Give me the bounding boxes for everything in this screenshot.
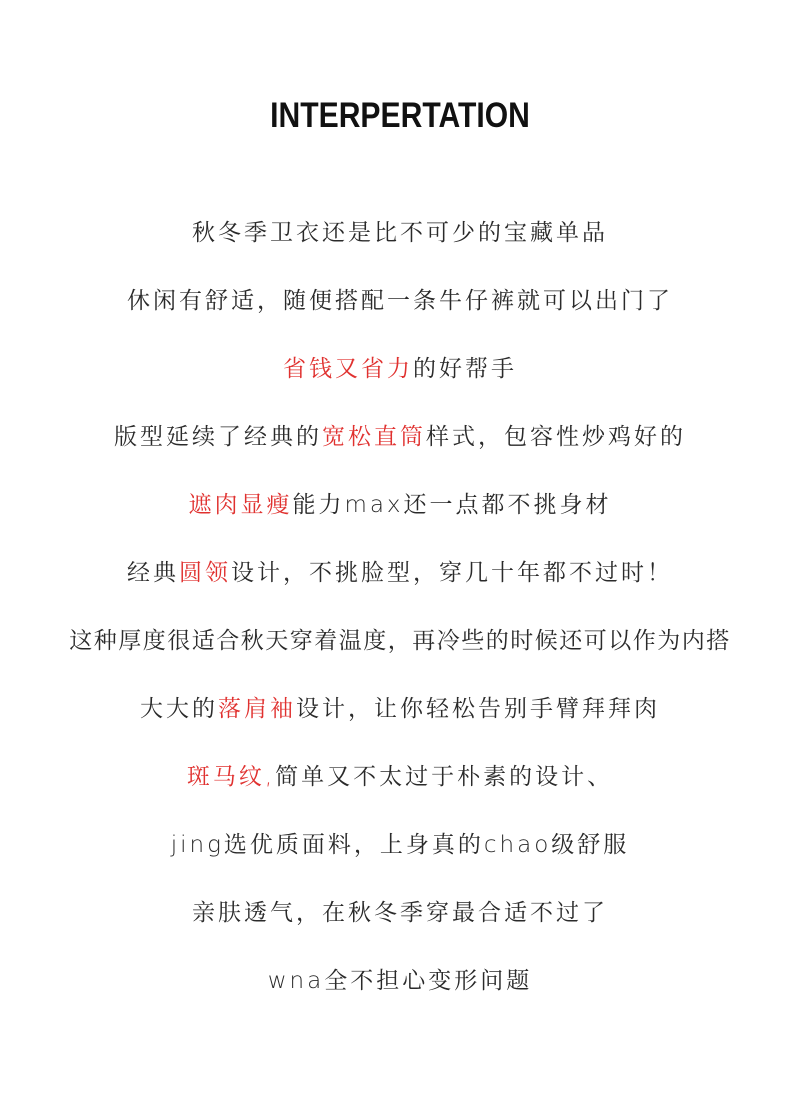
- text-line: [0, 820, 800, 888]
- text-line: [0, 480, 800, 548]
- text-line: [0, 276, 800, 344]
- text-line: [0, 208, 800, 276]
- highlight-segment: 落肩袖: [218, 696, 296, 722]
- page-title: INTERPERTATION: [270, 96, 530, 135]
- text-line: [0, 616, 800, 684]
- text-segment: 休闲有舒适，随便搭配一条牛仔裤就可以出门了: [127, 288, 673, 314]
- text-segment: 经典: [127, 560, 179, 586]
- text-segment: 能力max还一点都不挑身材: [292, 492, 612, 518]
- text-line: [0, 548, 800, 616]
- text-line: [0, 752, 800, 820]
- text-line: [0, 684, 800, 752]
- text-segment: 样式，包容性炒鸡好的: [426, 424, 686, 450]
- highlight-segment: 宽松直筒: [322, 424, 426, 450]
- text-segment: 版型延续了经典的: [114, 424, 322, 450]
- text-segment: 简单又不太过于朴素的设计、: [275, 764, 614, 790]
- text-line: [0, 412, 800, 480]
- text-segment: 大大的: [140, 696, 218, 722]
- text-line: [0, 344, 800, 412]
- highlight-segment: 圆领: [179, 560, 231, 586]
- highlight-segment: 省钱又省力: [283, 356, 413, 382]
- text-segment: 设计，让你轻松告别手臂拜拜肉: [296, 696, 660, 722]
- highlight-segment: 遮肉显瘦: [188, 492, 293, 518]
- text-segment: jing选优质面料，上身真的chao级舒服: [170, 832, 630, 858]
- text-line: [0, 956, 800, 1024]
- text-line: [0, 888, 800, 956]
- text-segment: 这种厚度很适合秋天穿着温度，再冷些的时候还可以作为内搭: [69, 628, 731, 654]
- text-segment: wna全不担心变形问题: [267, 968, 533, 994]
- text-segment: 的好帮手: [413, 356, 517, 382]
- text-segment: 秋冬季卫衣还是比不可少的宝藏单品: [192, 220, 608, 246]
- highlight-segment: 斑马纹,: [186, 764, 276, 790]
- text-segment: 设计，不挑脸型，穿几十年都不过时！: [231, 560, 673, 586]
- text-segment: 亲肤透气，在秋冬季穿最合适不过了: [192, 900, 608, 926]
- description-text-block: [0, 208, 800, 1024]
